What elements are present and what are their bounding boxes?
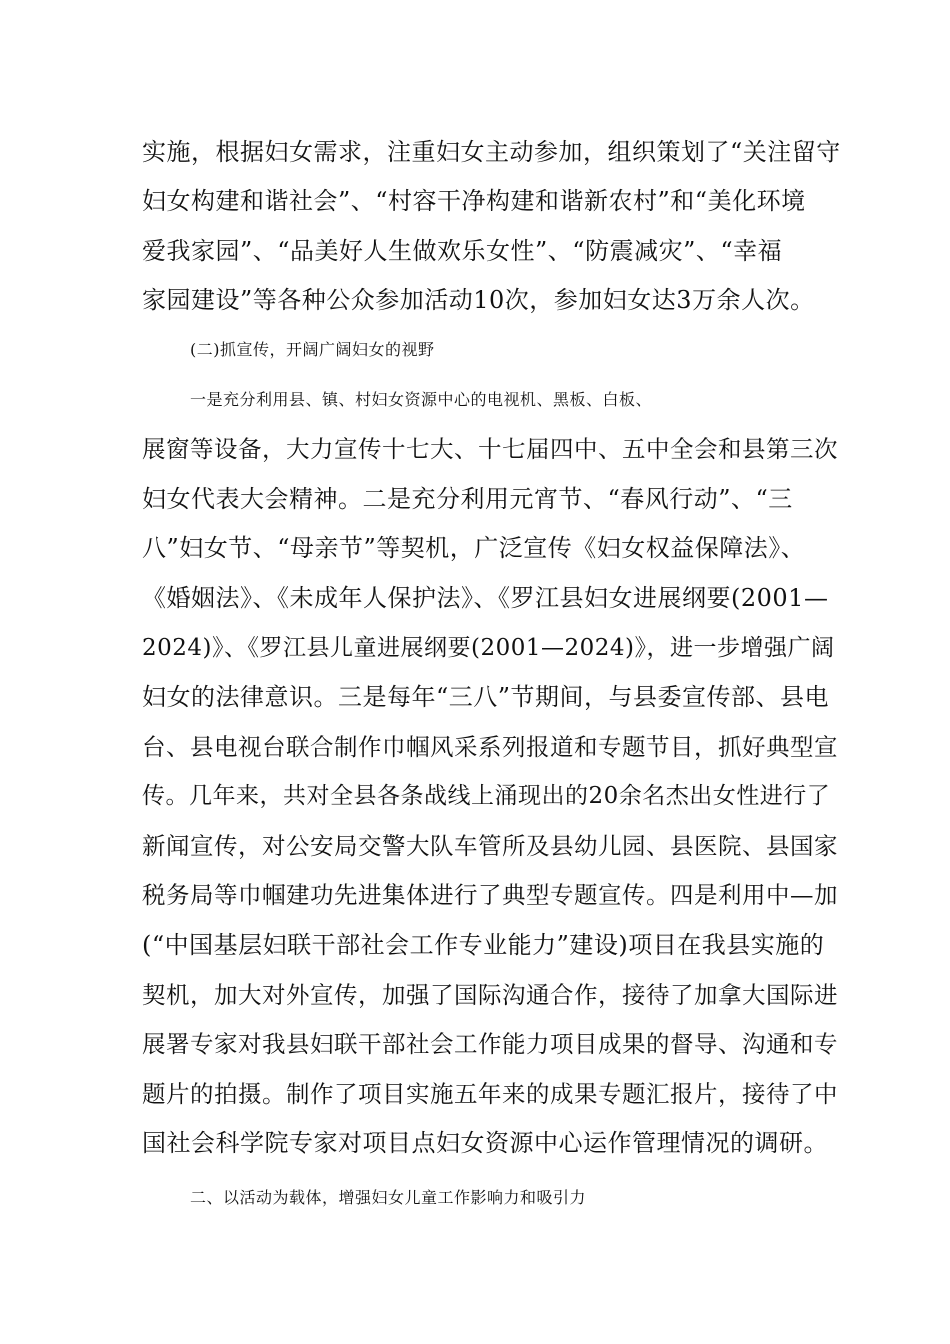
section-heading: (二)抓宣传，开阔广阔妇女的视野: [190, 340, 435, 359]
paragraph-line: 家园建设”等各种公众参加活动10次，参加妇女达3万余人次。: [142, 286, 815, 314]
paragraph-line: 台、县电视台联合制作巾帼风采系列报道和专题节目，抓好典型宣: [142, 733, 838, 761]
paragraph-line: 税务局等巾帼建功先进集体进行了典型专题宣传。四是利用中—加: [142, 881, 838, 909]
paragraph-line: 八”妇女节、“母亲节”等契机，广泛宣传《妇女权益保障法》、: [142, 534, 806, 562]
section-heading: 二、以活动为载体，增强妇女儿童工作影响力和吸引力: [190, 1188, 587, 1207]
paragraph-line: 妇女代表大会精神。二是充分利用元宵节、“春风行动”、“三: [142, 485, 793, 513]
paragraph-line: 一是充分利用县、镇、村妇女资源中心的电视机、黑板、白板、: [190, 390, 653, 409]
paragraph-line: 2024)》、《罗江县儿童进展纲要(2001—2024)》，进一步增强广阔: [142, 635, 835, 661]
paragraph-line: 国社会科学院专家对项目点妇女资源中心运作管理情况的调研。: [142, 1129, 828, 1157]
paragraph-line: (“中国基层妇联干部社会工作专业能力”建设)项目在我县实施的: [142, 931, 825, 959]
paragraph-line: 展署专家对我县妇联干部社会工作能力项目成果的督导、沟通和专: [142, 1030, 838, 1058]
paragraph-line: 实施，根据妇女需求，注重妇女主动参加，组织策划了“关注留守: [142, 138, 841, 166]
paragraph-line: 展窗等设备，大力宣传十七大、十七届四中、五中全会和县第三次: [142, 435, 838, 463]
paragraph-line: 妇女构建和谐社会”、“村容干净构建和谐新农村”和“美化环境: [142, 187, 806, 215]
paragraph-line: 妇女的法律意识。三是每年“三八”节期间，与县委宣传部、县电: [142, 683, 830, 711]
paragraph-line: 《婚姻法》、《未成年人保护法》、《罗江县妇女进展纲要(2001—: [142, 584, 829, 612]
paragraph-line: 爱我家园”、“品美好人生做欢乐女性”、“防震减灾”、“幸福: [142, 237, 783, 265]
paragraph-line: 传。几年来，共对全县各条战线上涌现出的20余名杰出女性进行了: [142, 783, 831, 809]
paragraph-line: 契机，加大对外宣传，加强了国际沟通合作，接待了加拿大国际进: [142, 981, 838, 1009]
paragraph-line: 题片的拍摄。制作了项目实施五年来的成果专题汇报片，接待了中: [142, 1080, 838, 1108]
paragraph-line: 新闻宣传，对公安局交警大队车管所及县幼儿园、县医院、县国家: [142, 832, 838, 860]
